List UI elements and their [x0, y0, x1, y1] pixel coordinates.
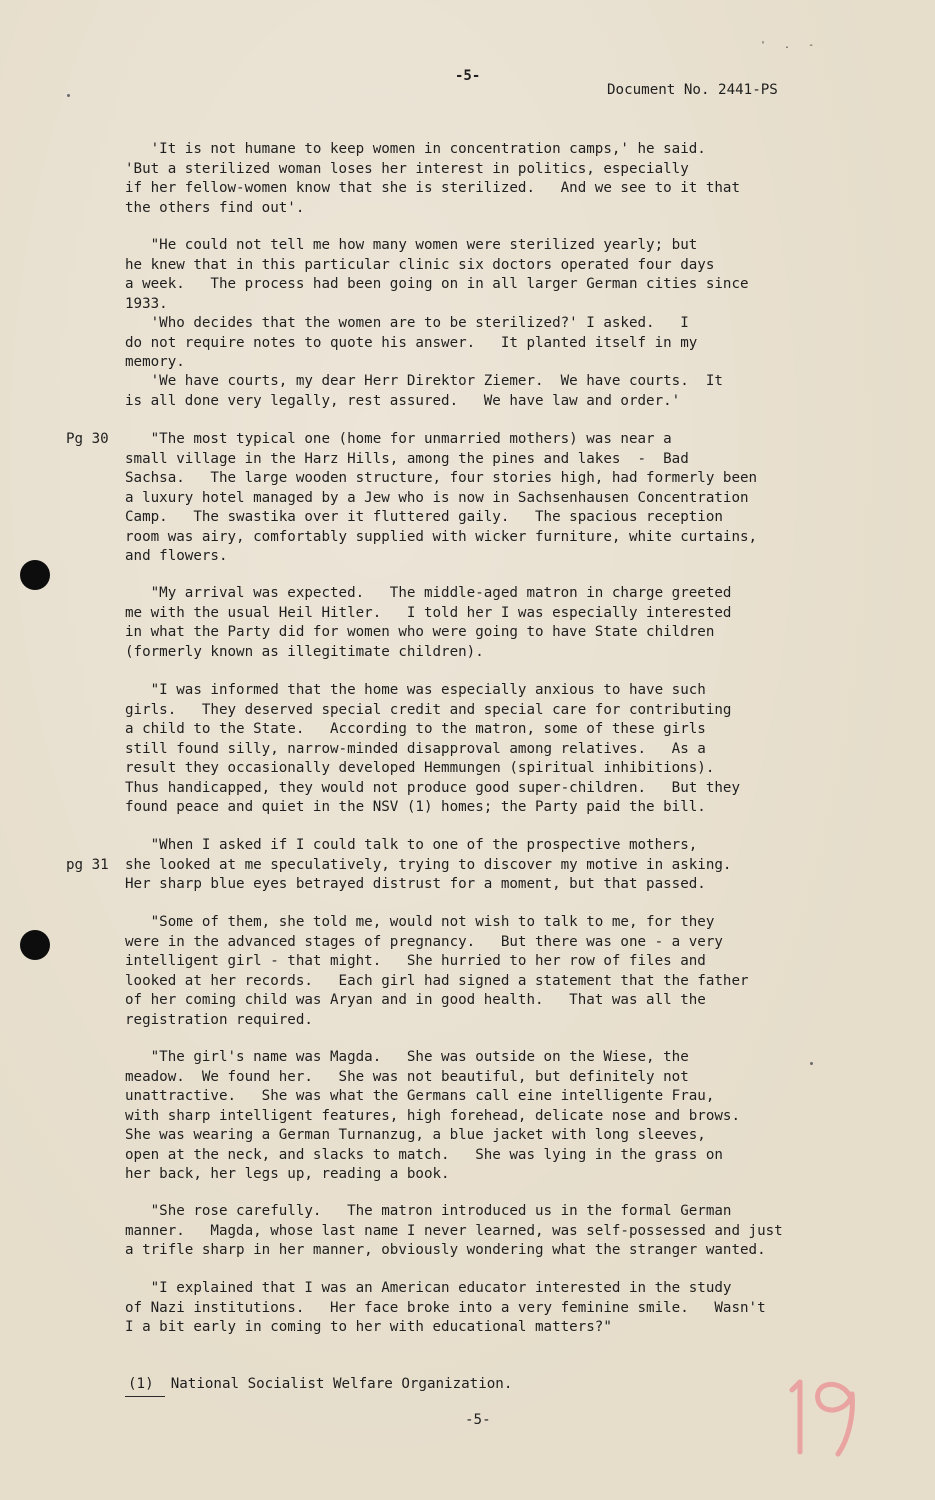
- paragraph-line: 'It is not humane to keep women in concentration camps,' he said.: [125, 141, 706, 157]
- paragraph-1: [125, 140, 845, 218]
- handwritten-page-mark-icon: [778, 1370, 868, 1460]
- paragraph-line: "The most typical one (home for unmarried mothers) was near a: [125, 431, 672, 447]
- paragraph-line: a week. The process had been going on in all larger German cities since: [125, 276, 749, 292]
- corner-marks: ' . -: [760, 40, 821, 51]
- paragraph-line: result they occasionally developed Hemmungen (spiritual inhibitions).: [125, 760, 715, 776]
- paragraph-line: "When I asked if I could talk to one of the prospective mothers,: [125, 837, 698, 853]
- paragraph-line: of her coming child was Aryan and in good health. That was all the: [125, 992, 706, 1008]
- paragraph-3: [125, 314, 845, 373]
- paragraph-line: of Nazi institutions. Her face broke into a very feminine smile. Wasn't: [125, 1299, 766, 1316]
- paragraph-line: She was wearing a German Turnanzug, a blue jacket with long sleeves,: [125, 1127, 706, 1143]
- paragraph-12: [125, 1279, 845, 1338]
- paragraph-line: 1933.: [125, 295, 168, 312]
- paragraph-line: Camp. The swastika over it fluttered gaily. The spacious reception: [125, 509, 723, 525]
- paragraph-line: memory.: [125, 354, 185, 370]
- paragraph-line: and flowers.: [125, 548, 228, 564]
- paragraph-line: manner. Magda, whose last name I never learned, was self-possessed and just: [125, 1222, 783, 1239]
- paragraph-line: found peace and quiet in the NSV (1) homes; the Party paid the bill.: [125, 799, 706, 815]
- page-number-footer: -5-: [465, 1412, 491, 1428]
- document-number: Document No. 2441-PS: [607, 82, 778, 98]
- paragraph-line: 'But a sterilized woman loses her interest in politics, especially: [125, 160, 689, 177]
- paper-speck: [67, 94, 70, 97]
- paragraph-line: "I was informed that the home was especially anxious to have such: [125, 682, 706, 698]
- paragraph-line: if her fellow-women know that she is sterilized. And we see to it that: [125, 180, 740, 196]
- paragraph-line: looked at her records. Each girl had signed a statement that the father: [125, 972, 749, 989]
- paragraph-line: were in the advanced stages of pregnancy. But there was one - a very: [125, 933, 723, 950]
- paragraph-line: a trifle sharp in her manner, obviously wondering what the stranger wanted.: [125, 1242, 766, 1258]
- paragraph-line: (formerly known as illegitimate children).: [125, 643, 484, 660]
- paragraph-line: 'Who decides that the women are to be sterilized?' I asked. I: [125, 315, 689, 331]
- paragraph-line: do not require notes to quote his answer. It planted itself in my: [125, 334, 698, 351]
- paragraph-line: he knew that in this particular clinic six doctors operated four days: [125, 256, 715, 273]
- paragraph-9: [125, 913, 845, 1030]
- paragraph-2: [125, 236, 845, 314]
- paragraph-line: small village in the Harz Hills, among the pines and lakes - Bad: [125, 450, 689, 467]
- page-number-header: -5-: [455, 68, 481, 84]
- paragraph-line: is all done very legally, rest assured. We have law and order.': [125, 392, 681, 409]
- punch-hole: [20, 560, 50, 590]
- paper-speck: [810, 1062, 813, 1065]
- paragraph-line: Thus handicapped, they would not produce good super-children. But they: [125, 779, 740, 796]
- paragraph-line: she looked at me speculatively, trying to discover my motive in asking.: [125, 856, 732, 873]
- paragraph-10: [125, 1048, 845, 1185]
- paragraph-8: [125, 836, 845, 895]
- footnote-underline: [125, 1396, 165, 1397]
- margin-note-pg-31: pg 31: [66, 857, 109, 873]
- paragraph-line: the others find out'.: [125, 199, 305, 216]
- paragraph-line: 'We have courts, my dear Herr Direktor Ziemer. We have courts. It: [125, 373, 723, 389]
- paragraph-line: intelligent girl - that might. She hurried to her row of files and: [125, 953, 706, 969]
- paragraph-4: [125, 372, 845, 411]
- paragraph-line: registration required.: [125, 1011, 313, 1028]
- paragraph-7: [125, 681, 845, 818]
- punch-hole: [20, 930, 50, 960]
- paragraph-line: "The girl's name was Magda. She was outside on the Wiese, the: [125, 1049, 689, 1065]
- paragraph-line: "My arrival was expected. The middle-aged matron in charge greeted: [125, 585, 732, 601]
- paragraph-line: room was airy, comfortably supplied with wicker furniture, white curtains,: [125, 528, 758, 545]
- paragraph-line: I a bit early in coming to her with educational matters?": [125, 1319, 612, 1335]
- paragraph-line: me with the usual Heil Hitler. I told her I was especially interested: [125, 604, 732, 621]
- paragraph-line: meadow. We found her. She was not beautiful, but definitely not: [125, 1068, 689, 1085]
- paragraph-line: Her sharp blue eyes betrayed distrust for a moment, but that passed.: [125, 876, 706, 892]
- paragraph-line: her back, her legs up, reading a book.: [125, 1166, 450, 1182]
- paragraph-line: girls. They deserved special credit and special care for contributing: [125, 701, 732, 718]
- paragraph-5: [125, 430, 845, 567]
- footnote: (1) National Socialist Welfare Organization.: [128, 1376, 513, 1392]
- paragraph-line: with sharp intelligent features, high forehead, delicate nose and brows.: [125, 1107, 740, 1124]
- paragraph-line: "Some of them, she told me, would not wish to talk to me, for they: [125, 914, 715, 930]
- paragraph-line: "She rose carefully. The matron introduced us in the formal German: [125, 1203, 732, 1219]
- paragraph-line: in what the Party did for women who were going to have State children: [125, 624, 715, 640]
- paragraph-line: open at the neck, and slacks to match. She was lying in the grass on: [125, 1146, 723, 1163]
- paragraph-6: [125, 584, 845, 662]
- paragraph-line: "He could not tell me how many women were sterilized yearly; but: [125, 237, 698, 253]
- paragraph-line: a child to the State. According to the matron, some of these girls: [125, 721, 706, 737]
- paragraph-line: "I explained that I was an American educator interested in the study: [125, 1280, 732, 1296]
- paragraph-line: Sachsa. The large wooden structure, four stories high, had formerly been: [125, 470, 758, 486]
- margin-note-pg-30: Pg 30: [66, 431, 109, 447]
- paragraph-line: still found silly, narrow-minded disapproval among relatives. As a: [125, 740, 706, 757]
- paragraph-11: [125, 1202, 845, 1261]
- paragraph-line: a luxury hotel managed by a Jew who is now in Sachsenhausen Concentration: [125, 489, 749, 506]
- paragraph-line: unattractive. She was what the Germans call eine intelligente Frau,: [125, 1088, 715, 1104]
